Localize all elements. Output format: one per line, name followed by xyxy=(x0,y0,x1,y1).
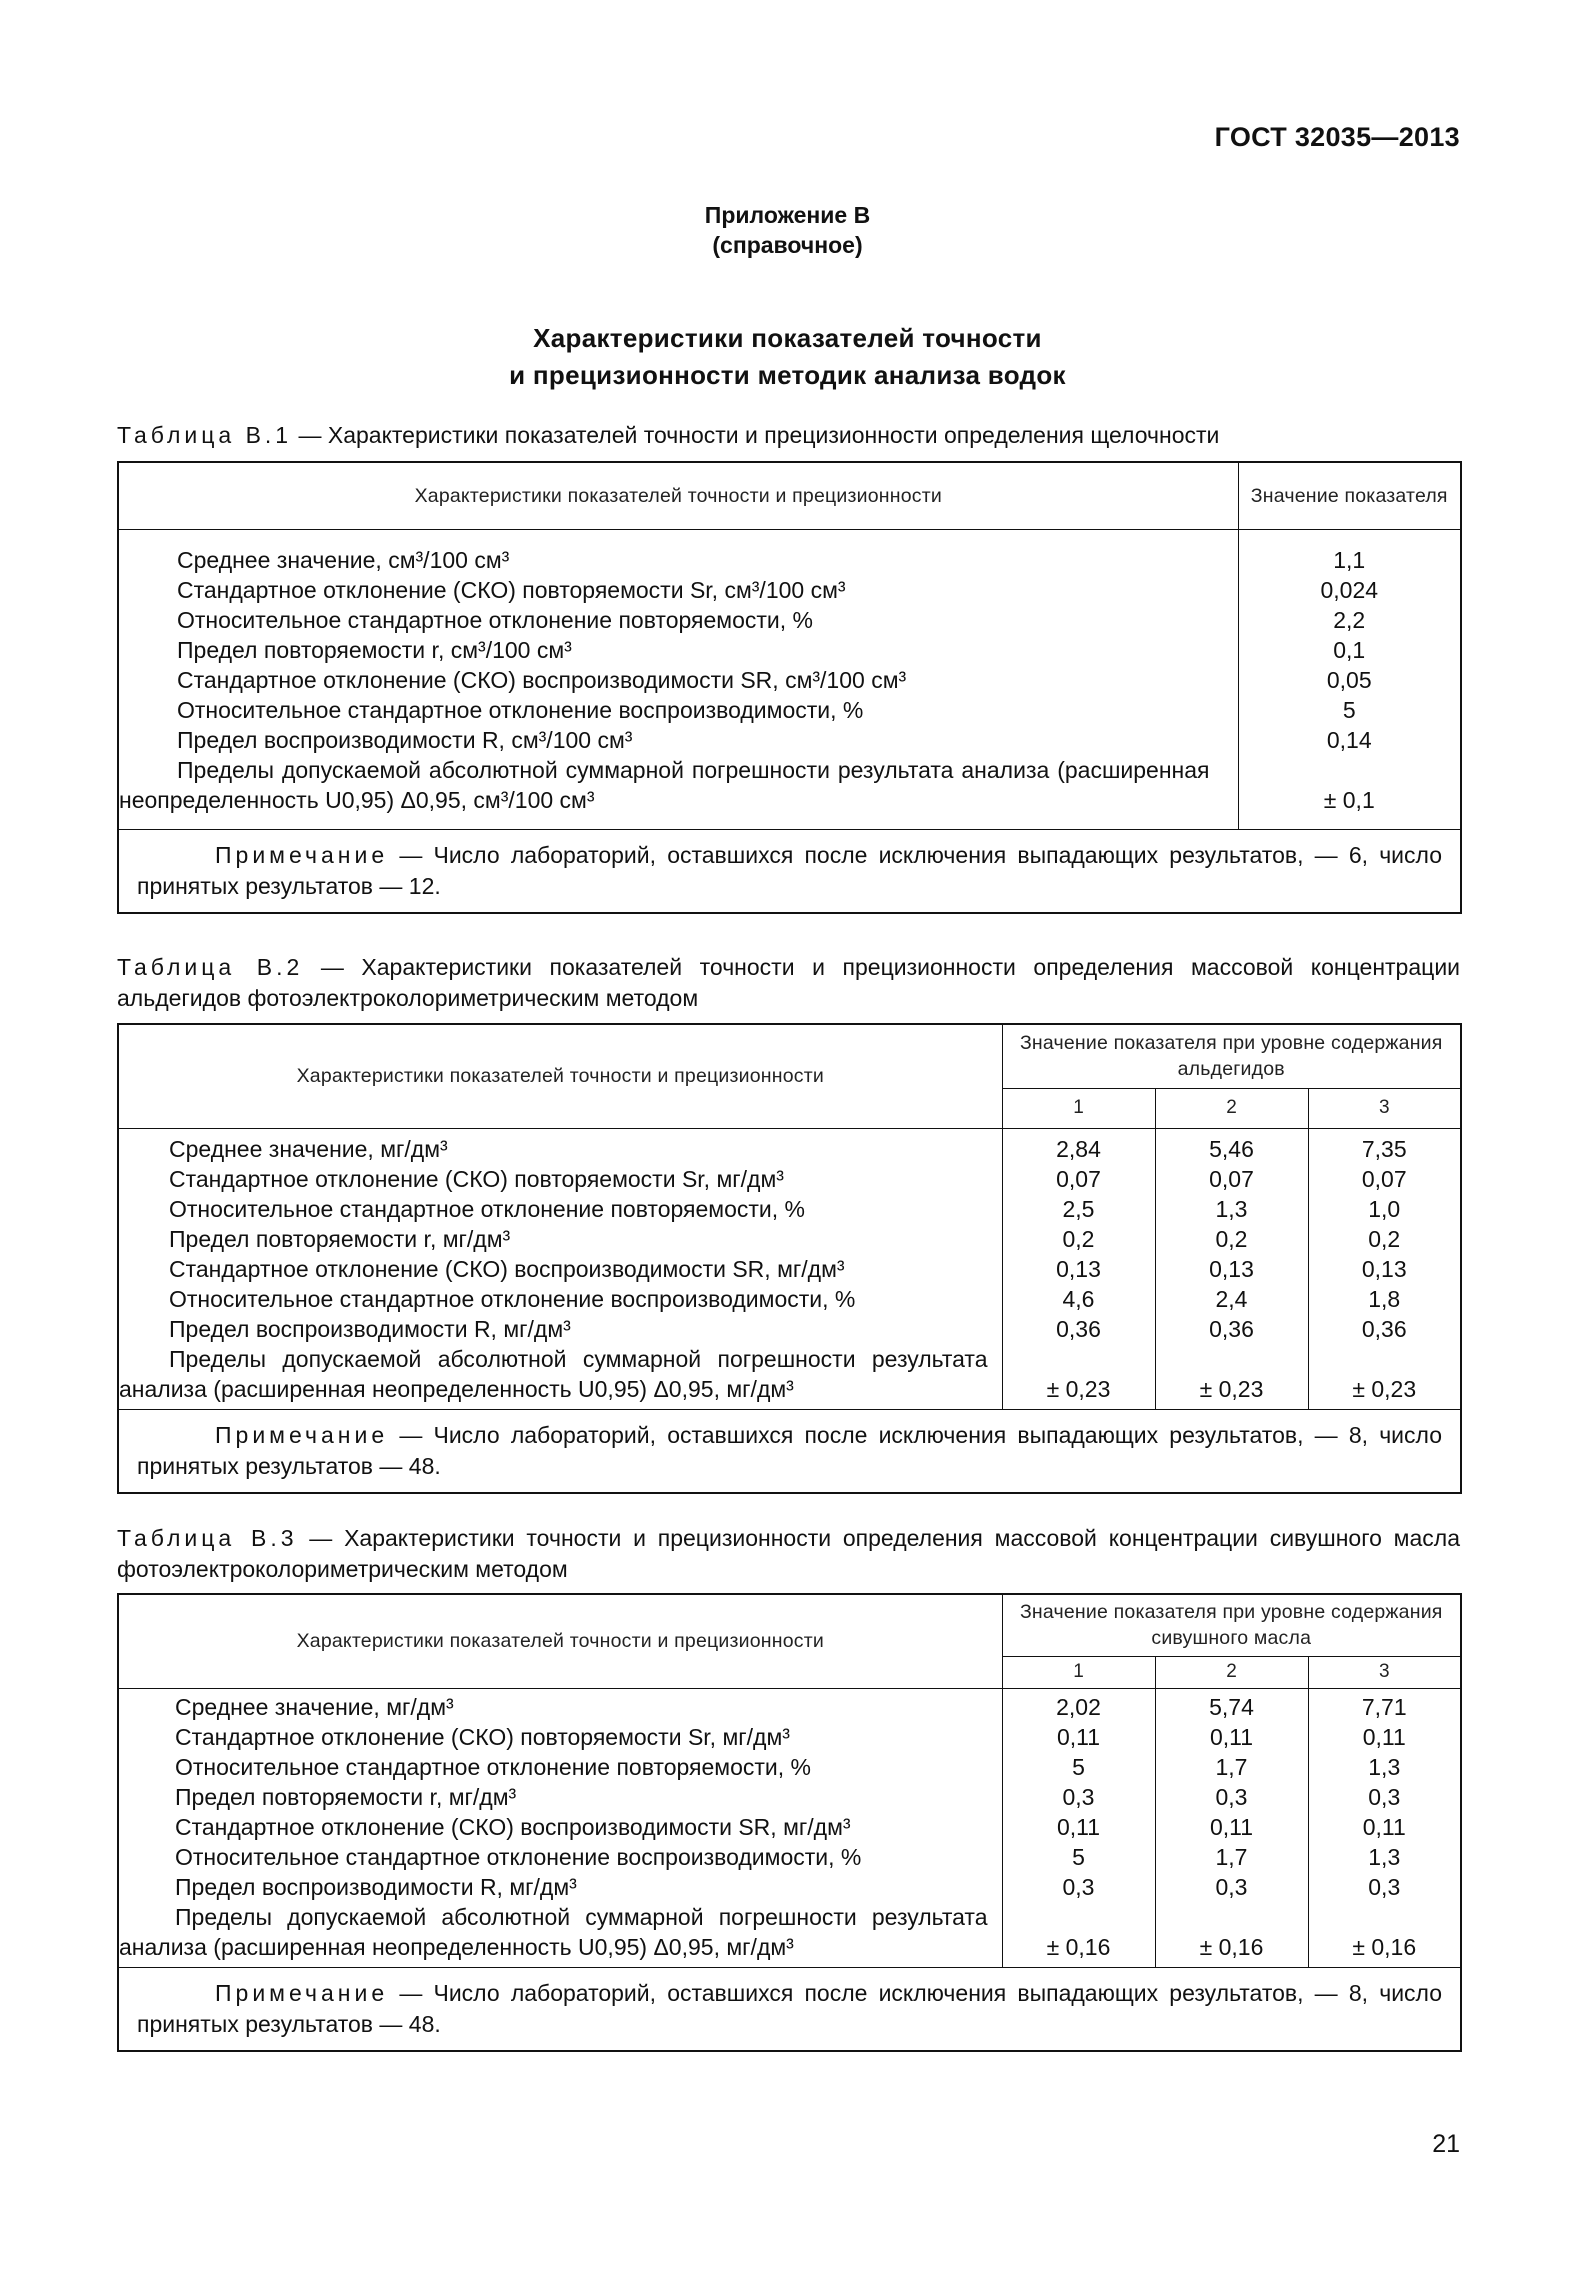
table2-row-label: Среднее значение, мг/дм³ xyxy=(169,1135,448,1162)
table2-row-label: Предел повторяемости r, мг/дм³ xyxy=(169,1225,511,1252)
table2-header-value: Значение показателя при уровне содержания альдегидов xyxy=(1002,1024,1461,1088)
table2-value: 0,13 xyxy=(1209,1255,1254,1282)
table1-caption xyxy=(117,420,1460,451)
table2-value: ± 0,23 xyxy=(1352,1375,1417,1402)
page-number: 21 xyxy=(1432,2130,1460,2158)
table2-value: 2,5 xyxy=(1062,1195,1095,1222)
table2-value: 0,07 xyxy=(1209,1165,1254,1192)
annex-subtitle: (справочное) xyxy=(712,232,863,258)
table1-value: ± 0,1 xyxy=(1323,786,1375,813)
table2-value: 0,13 xyxy=(1361,1255,1407,1282)
table3-value: 5 xyxy=(1072,1843,1085,1870)
table1-value: 2,2 xyxy=(1333,606,1366,633)
table2-caption-label: Таблица В.2 xyxy=(117,954,304,980)
table3-value: 1,7 xyxy=(1215,1843,1248,1870)
table3-value: 0,11 xyxy=(1362,1813,1406,1840)
table3-labels xyxy=(118,1688,1002,1967)
table1-note-text: — Число лабораторий, оставшихся после исключения выпадающих результатов, — 6, число принятых результатов — 12. xyxy=(137,841,1442,899)
table3-level: 3 xyxy=(1308,1656,1461,1688)
table1-value: 0,1 xyxy=(1333,636,1366,663)
table3-value: 0,11 xyxy=(1209,1723,1254,1750)
table1-value: 0,024 xyxy=(1320,576,1379,603)
table3-row-label: Стандартное отклонение (СКО) повторяемости Sr, мг/дм³ xyxy=(175,1723,790,1750)
table3-row-label: Относительное стандартное отклонение воспроизводимости, % xyxy=(175,1843,862,1870)
table2-value: 1,3 xyxy=(1215,1195,1248,1222)
table2-col3 xyxy=(1308,1128,1461,1409)
document-number: ГОСТ 32035—2013 xyxy=(1214,122,1460,152)
table3-level: 1 xyxy=(1002,1656,1155,1688)
annex-title: Приложение В xyxy=(704,202,871,228)
table3-row-label: Предел повторяемости r, мг/дм³ xyxy=(175,1783,517,1810)
table1-value: 5 xyxy=(1342,696,1356,723)
table3-header-char: Характеристики показателей точности и прецизионности xyxy=(118,1594,1002,1688)
table3 xyxy=(117,1593,1462,2052)
table1-row-label: Пределы допускаемой абсолютной суммарной погрешности результата анализа (расширенная неопределенность U0,95) Δ0,95, см³/100 см³ xyxy=(119,756,1210,813)
table1-row-label: Предел повторяемости r, см³/100 см³ xyxy=(177,636,572,663)
table2-level: 2 xyxy=(1155,1088,1308,1128)
table3-col2 xyxy=(1155,1688,1308,1967)
table2-note-text: — Число лабораторий, оставшихся после исключения выпадающих результатов, — 8, число принятых результатов — 48. xyxy=(137,1421,1442,1479)
table1-row-label: Относительное стандартное отклонение воспроизводимости, % xyxy=(177,696,864,723)
table3-value: 0,11 xyxy=(1056,1813,1101,1840)
table1-row-label: Предел воспроизводимости R, см³/100 см³ xyxy=(177,726,633,753)
table3-row-label: Предел воспроизводимости R, мг/дм³ xyxy=(175,1873,577,1900)
table3-value: 0,3 xyxy=(1368,1873,1401,1900)
annex-heading-line1: Характеристики показателей точности xyxy=(533,323,1042,353)
table2-value: 0,2 xyxy=(1215,1225,1248,1252)
table2-value: 0,36 xyxy=(1361,1315,1407,1342)
table3-col1 xyxy=(1002,1688,1155,1967)
table3-value: 0,11 xyxy=(1209,1813,1254,1840)
table2-value: 0,2 xyxy=(1062,1225,1095,1252)
table1-row-label: Стандартное отклонение (СКО) воспроизводимости SR, см³/100 см³ xyxy=(177,666,907,693)
table2-note-label: Примечание xyxy=(215,1421,389,1448)
table2-labels xyxy=(118,1128,1002,1409)
table2-row-label: Относительное стандартное отклонение воспроизводимости, % xyxy=(169,1285,856,1312)
table2-caption-text: — Характеристики показателей точности и прецизионности определения массовой концентрации альдегидов фотоэлектроколориметрическим методом xyxy=(117,954,1461,1011)
table1-caption-label: Таблица В.1 xyxy=(117,422,293,448)
table3-note-text: — Число лабораторий, оставшихся после исключения выпадающих результатов, — 8, число принятых результатов — 48. xyxy=(137,1979,1443,2037)
table2-value: 0,07 xyxy=(1361,1165,1407,1192)
annex-heading xyxy=(0,320,1575,394)
table1-value: 1,1 xyxy=(1333,546,1366,573)
table1-row-label: Стандартное отклонение (СКО) повторяемости Sr, см³/100 см³ xyxy=(177,576,846,603)
annex-heading-line2: и прецизионности методик анализа водок xyxy=(509,360,1066,390)
table3-note xyxy=(118,1967,1461,2051)
table2-value: 5,46 xyxy=(1209,1135,1254,1162)
table3-value: 0,11 xyxy=(1362,1723,1406,1750)
table3-row-label: Пределы допускаемой абсолютной суммарной погрешности результата анализа (расширенная неопределенность U0,95) Δ0,95, мг/дм³ xyxy=(119,1903,988,1960)
table1-row-label: Относительное стандартное отклонение повторяемости, % xyxy=(177,606,813,633)
table3-value: 0,3 xyxy=(1062,1873,1095,1900)
table2-value: 0,36 xyxy=(1056,1315,1101,1342)
table1-value: 0,14 xyxy=(1326,726,1372,753)
table2-value: 2,84 xyxy=(1056,1135,1101,1162)
table2-caption xyxy=(117,952,1460,1014)
table3-col3 xyxy=(1308,1688,1461,1967)
table3-caption xyxy=(117,1523,1460,1585)
table3-value: 1,7 xyxy=(1215,1753,1248,1780)
table2-col2 xyxy=(1155,1128,1308,1409)
table2-value: 4,6 xyxy=(1062,1285,1095,1312)
table2-note xyxy=(118,1409,1461,1493)
table2-value: 1,0 xyxy=(1368,1195,1401,1222)
table3-value: 7,71 xyxy=(1361,1693,1407,1720)
table2-value: 0,07 xyxy=(1056,1165,1101,1192)
table3-level: 2 xyxy=(1155,1656,1308,1688)
table2-level: 1 xyxy=(1002,1088,1155,1128)
table1-values xyxy=(1238,529,1461,829)
table2-value: 7,35 xyxy=(1361,1135,1407,1162)
table3-value: 2,02 xyxy=(1056,1693,1101,1720)
table2-col1 xyxy=(1002,1128,1155,1409)
table3-header-value: Значение показателя при уровне содержания сивушного масла xyxy=(1002,1594,1461,1656)
table2-row-label: Стандартное отклонение (СКО) повторяемости Sr, мг/дм³ xyxy=(169,1165,784,1192)
table2-row-label: Относительное стандартное отклонение повторяемости, % xyxy=(169,1195,805,1222)
table3-value: 0,3 xyxy=(1062,1783,1095,1810)
table3-value: 0,3 xyxy=(1215,1873,1248,1900)
table2-value: 1,8 xyxy=(1368,1285,1401,1312)
table1-labels xyxy=(118,529,1238,829)
table3-value: 5 xyxy=(1072,1753,1085,1780)
table3-row-label: Относительное стандартное отклонение повторяемости, % xyxy=(175,1753,811,1780)
table1-caption-text: — Характеристики показателей точности и прецизионности определения щелочности xyxy=(292,422,1220,448)
table3-value: ± 0,16 xyxy=(1199,1933,1264,1960)
table3-note-label: Примечание xyxy=(215,1979,389,2006)
table2-level: 3 xyxy=(1308,1088,1461,1128)
table3-value: ± 0,16 xyxy=(1352,1933,1417,1960)
table3-caption-text: — Характеристики точности и прецизионности определения массовой концентрации сивушного масла фотоэлектроколориметрическим методом xyxy=(117,1525,1460,1582)
table3-row-label: Стандартное отклонение (СКО) воспроизводимости SR, мг/дм³ xyxy=(175,1813,851,1840)
table2-value: 2,4 xyxy=(1215,1285,1248,1312)
table2-row-label: Пределы допускаемой абсолютной суммарной погрешности результата анализа (расширенная неопределенность U0,95) Δ0,95, мг/дм³ xyxy=(119,1345,988,1402)
table3-value: ± 0,16 xyxy=(1046,1933,1111,1960)
table2-value: 0,36 xyxy=(1209,1315,1254,1342)
table3-value: 0,3 xyxy=(1368,1783,1401,1810)
table3-value: 5,74 xyxy=(1209,1693,1254,1720)
table1-note xyxy=(118,829,1461,913)
table1 xyxy=(117,461,1462,914)
table3-value: 1,3 xyxy=(1368,1753,1401,1780)
table2-row-label: Стандартное отклонение (СКО) воспроизводимости SR, мг/дм³ xyxy=(169,1255,845,1282)
table2-header-char: Характеристики показателей точности и прецизионности xyxy=(118,1024,1002,1128)
table1-row-label: Среднее значение, см³/100 см³ xyxy=(177,546,510,573)
table3-value: 0,11 xyxy=(1056,1723,1101,1750)
table2-value: ± 0,23 xyxy=(1199,1375,1264,1402)
table2-row-label: Предел воспроизводимости R, мг/дм³ xyxy=(169,1315,571,1342)
table2-value: ± 0,23 xyxy=(1046,1375,1111,1402)
annex-label xyxy=(0,200,1575,260)
table3-caption-label: Таблица В.3 xyxy=(117,1525,298,1551)
table1-header-value: Значение показателя xyxy=(1238,462,1461,529)
table2-value: 0,13 xyxy=(1056,1255,1101,1282)
table3-row-label: Среднее значение, мг/дм³ xyxy=(175,1693,454,1720)
table2-value: 0,2 xyxy=(1368,1225,1401,1252)
table3-value: 1,3 xyxy=(1368,1843,1401,1870)
table1-header-char: Характеристики показателей точности и прецизионности xyxy=(118,462,1238,529)
table3-value: 0,3 xyxy=(1215,1783,1248,1810)
table1-note-label: Примечание xyxy=(215,841,389,868)
table2 xyxy=(117,1023,1462,1494)
table1-value: 0,05 xyxy=(1326,666,1372,693)
